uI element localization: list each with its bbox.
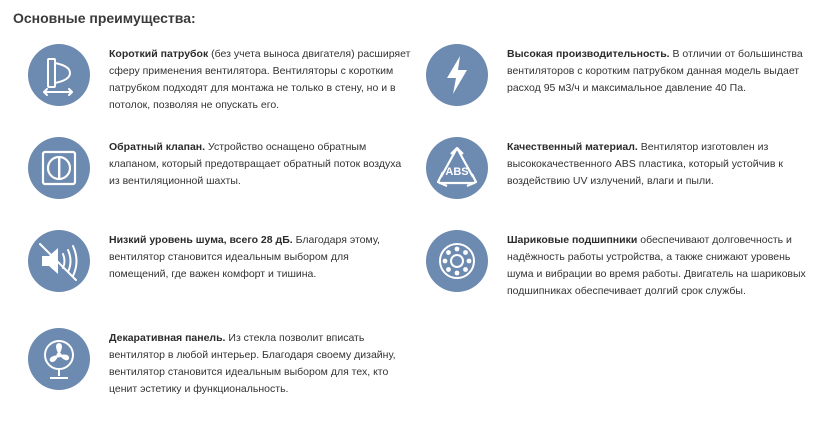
feature-description: В отличии от большинства вентиляторов с коротким патрубком данная модель выдает расход 95 м3/ч и максимальное давление 40 Па. bbox=[507, 48, 803, 94]
feature-title: Декаративная панель. bbox=[109, 332, 226, 344]
feature-text bbox=[109, 46, 411, 114]
feature-short-spigot bbox=[28, 44, 418, 124]
feature-description: Вентилятор изготовлен из высококачественного ABS пластика, который устойчив к воздействию UV излучений, влаги и пыли. bbox=[507, 141, 784, 187]
feature-description: обеспечивают долговечность и надёжность работы устройства, а также снижают уровень шума и вибрации во время работы. Двигатель на шариковых подшипниках обеспечивает долгий срок службы. bbox=[507, 234, 806, 297]
feature-description: Устройство оснащено обратным клапаном, который предотвращает обратный поток воздуха из вентиляционной шахты. bbox=[109, 141, 402, 187]
feature-description: Благодаря этому, вентилятор становится идеальным выбором для помещений, где важен комфорт и тишина. bbox=[109, 234, 380, 280]
feature-title: Высокая производительность. bbox=[507, 48, 670, 60]
feature-text bbox=[507, 46, 809, 97]
muted-speaker-icon bbox=[28, 230, 90, 292]
feature-title: Низкий уровень шума, всего 28 дБ. bbox=[109, 234, 293, 246]
feature-title: Качественный материал. bbox=[507, 141, 638, 153]
feature-title: Обратный клапан. bbox=[109, 141, 206, 153]
feature-title: Шариковые подшипники bbox=[507, 234, 638, 246]
lightning-icon bbox=[426, 44, 488, 106]
feature-text bbox=[109, 330, 411, 398]
feature-text bbox=[109, 139, 411, 190]
ball-bearing-icon bbox=[426, 230, 488, 292]
feature-high-performance bbox=[426, 44, 816, 124]
feature-quality-material bbox=[426, 137, 816, 217]
feature-text bbox=[507, 232, 809, 300]
short-spigot-icon bbox=[28, 44, 90, 106]
feature-ball-bearings bbox=[426, 230, 816, 310]
feature-description: (без учета выноса двигателя) расширяет сферу применения вентилятора. Вентиляторы с коротким патрубком подходят для монтажа не только в стену, но и в потолок, позволяя не опускать его. bbox=[109, 48, 411, 111]
feature-decorative-panel bbox=[28, 328, 418, 408]
check-valve-icon bbox=[28, 137, 90, 199]
feature-text bbox=[109, 232, 411, 283]
feature-text bbox=[507, 139, 809, 190]
section-title: Основные преимущества: bbox=[13, 10, 196, 26]
feature-description: Из стекла позволит вписать вентилятор в любой интерьер. Благодаря своему дизайну, вентилятор становится идеальным выбором для тех, кто ценит эстетику и функциональность. bbox=[109, 332, 396, 395]
feature-low-noise bbox=[28, 230, 418, 310]
abs-label: ABS bbox=[445, 166, 469, 178]
feature-check-valve bbox=[28, 137, 418, 217]
abs-recycle-icon bbox=[426, 137, 488, 199]
feature-title: Короткий патрубок bbox=[109, 48, 209, 60]
desk-fan-icon bbox=[28, 328, 90, 390]
